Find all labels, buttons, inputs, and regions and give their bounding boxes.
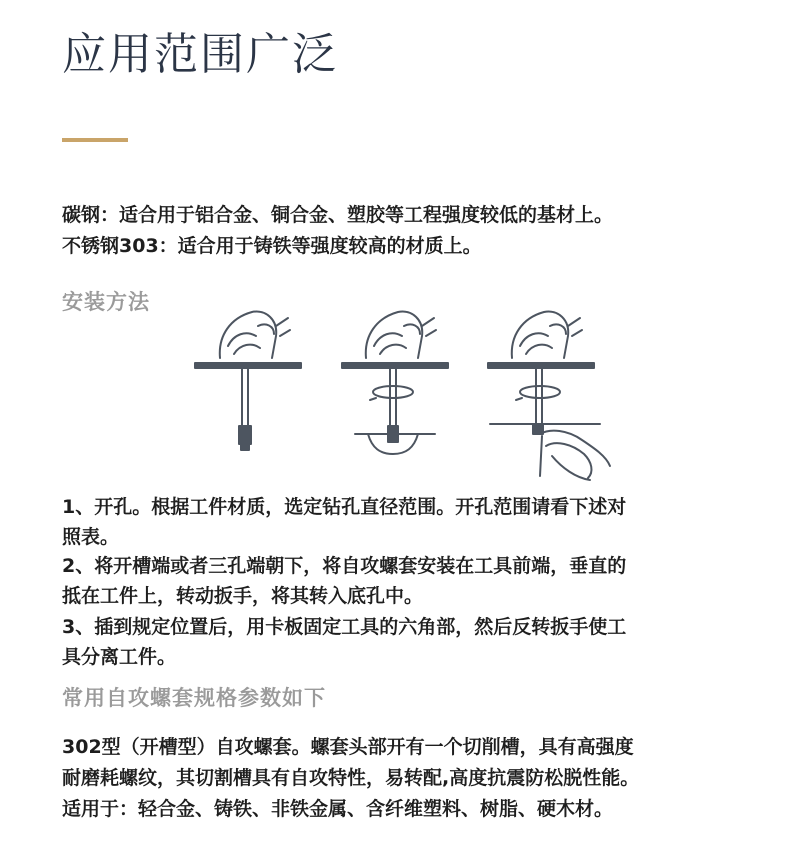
spec-heading: 常用自攻螺套规格参数如下 (62, 686, 326, 710)
description-line2: 耐磨耗螺纹，其切割槽具有自攻特性，易转配,高度抗震防松脱性能。 (62, 767, 640, 789)
install-step-2-line1: 2、将开槽端或者三孔端朝下，将自攻螺套安装在工具前端，垂直的 (62, 555, 627, 577)
install-heading: 安装方法 (62, 290, 150, 314)
material-stainless-steel: 不锈钢303：适合用于铸铁等强度较高的材质上。 (62, 235, 482, 257)
install-step-3-line1: 3、插到规定位置后，用卡板固定工具的六角部，然后反转扳手使工 (62, 616, 627, 638)
install-step-3-figure (488, 312, 610, 480)
install-step-3-line2: 具分离工件。 (62, 646, 177, 668)
install-step-1 (62, 492, 742, 552)
page-title: 应用范围广泛 (62, 29, 338, 80)
install-step-2-figure (342, 312, 448, 454)
install-step-1-figure (195, 312, 301, 450)
install-step-2 (62, 551, 742, 611)
product-description (62, 732, 752, 825)
install-step-2-line2: 抵在工件上，转动扳手，将其转入底孔中。 (62, 585, 424, 607)
install-step-3 (62, 612, 742, 672)
title-accent-divider (62, 138, 128, 142)
install-step-1-line2: 照表。 (62, 526, 120, 548)
install-step-1-line1: 1、开孔。根据工件材质，选定钻孔直径范围。开孔范围请看下述对 (62, 496, 627, 518)
installation-illustration (190, 296, 620, 482)
description-line3: 适用于：轻合金、铸铁、非铁金属、含纤维塑料、树脂、硬木材。 (62, 798, 614, 820)
material-carbon-steel: 碳钢：适合用于铝合金、铜合金、塑胶等工程强度较低的基材上。 (62, 204, 614, 226)
description-line1: 302型（开槽型）自攻螺套。螺套头部开有一个切削槽，具有高强度 (62, 736, 634, 758)
